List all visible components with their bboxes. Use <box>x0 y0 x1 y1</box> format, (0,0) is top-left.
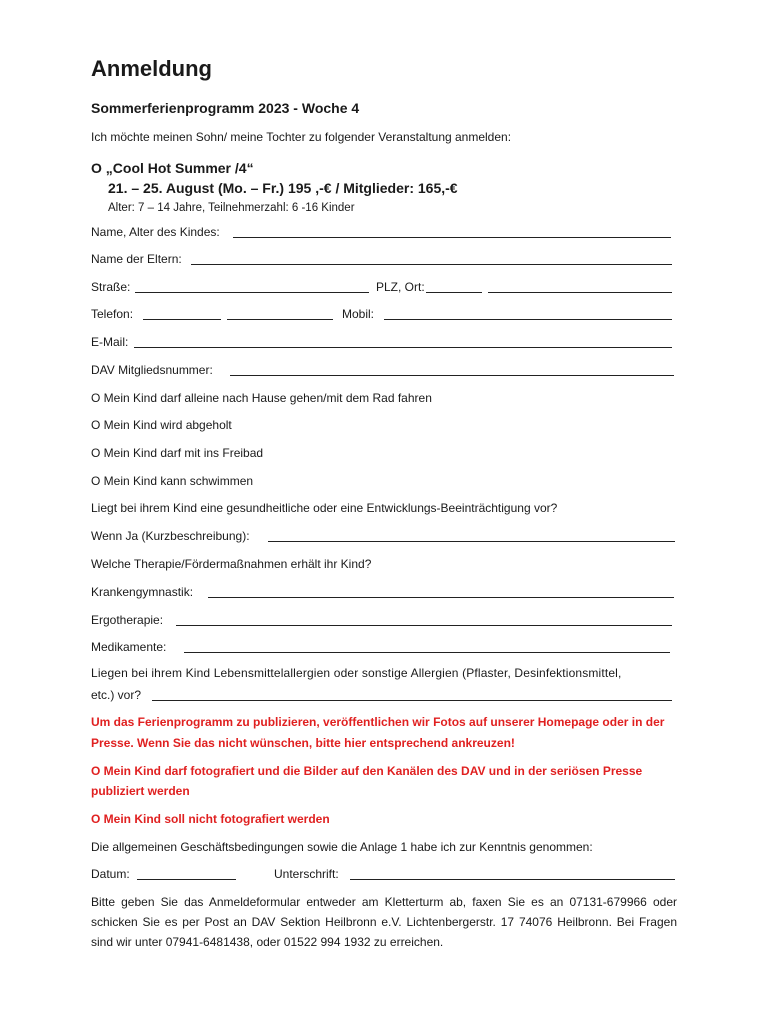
telefon-label: Telefon: <box>91 307 134 321</box>
dav-number-field[interactable] <box>230 375 674 376</box>
wenn-ja-field[interactable] <box>268 541 675 542</box>
allergies-question-cont: etc.) vor? <box>91 688 142 702</box>
health-question: Liegt bei ihrem Kind eine gesundheitliche oder eine Entwicklungs-Beeinträchtigung vor? <box>91 501 558 515</box>
medikamente-label: Medikamente: <box>91 640 167 654</box>
parents-name-field[interactable] <box>191 264 672 265</box>
unterschrift-label: Unterschrift: <box>274 867 339 881</box>
unterschrift-field[interactable] <box>350 879 675 880</box>
option-swim[interactable]: O Mein Kind kann schwimmen <box>91 474 254 488</box>
telefon-number-field[interactable] <box>227 319 333 320</box>
photo-allowed-option[interactable]: O Mein Kind darf fotografiert und die Bilder auf den Kanälen des DAV und in der seriösen Presse <box>91 764 643 778</box>
page-title: Anmeldung <box>91 56 212 81</box>
photo-allowed-option-cont: publiziert werden <box>91 784 190 798</box>
dav-number-label: DAV Mitgliedsnummer: <box>91 363 213 377</box>
street-field[interactable] <box>135 292 369 293</box>
option-alone-home[interactable]: O Mein Kind darf alleine nach Hause gehen/mit dem Rad fahren <box>91 391 432 405</box>
mobil-label: Mobil: <box>342 307 375 321</box>
event-name[interactable]: O „Cool Hot Summer /4“ <box>91 160 254 176</box>
photo-notice-line1: Um das Ferienprogramm zu publizieren, veröffentlichen wir Fotos auf unserer Homepage oder in der <box>91 715 665 729</box>
photo-not-allowed-option[interactable]: O Mein Kind soll nicht fotografiert werden <box>91 812 330 826</box>
option-picked-up[interactable]: O Mein Kind wird abgeholt <box>91 418 232 432</box>
child-name-field[interactable] <box>233 237 671 238</box>
photo-notice-line2: Presse. Wenn Sie das nicht wünschen, bitte hier entsprechend ankreuzen! <box>91 736 515 750</box>
closing-paragraph: Bitte geben Sie das Anmeldeformular entweder am Kletterturm ab, faxen Sie es an 07131-679966 oder schicken Sie es per Post an DAV Sektion Heilbronn e.V. Lichtenbergerstr. 17 74076 Heilbronn. Bei Fragen sind wir unter 07941-6481438, oder 01522 994 1932 zu erreichen. <box>91 895 677 949</box>
krankengymnastik-label: Krankengymnastik: <box>91 585 194 599</box>
agb-text: Die allgemeinen Geschäftsbedingungen sowie die Anlage 1 habe ich zur Kenntnis genommen: <box>91 840 593 854</box>
krankengymnastik-field[interactable] <box>208 597 674 598</box>
telefon-prefix-field[interactable] <box>143 319 221 320</box>
parents-name-label: Name der Eltern: <box>91 252 182 266</box>
therapy-question: Welche Therapie/Fördermaßnahmen erhält ihr Kind? <box>91 557 372 571</box>
medikamente-field[interactable] <box>184 652 670 653</box>
datum-label: Datum: <box>91 867 130 881</box>
event-dates-price: 21. – 25. August (Mo. – Fr.) 195 ,-€ / Mitglieder: 165,-€ <box>108 180 458 196</box>
mobil-field[interactable] <box>384 319 672 320</box>
intro-text: Ich möchte meinen Sohn/ meine Tochter zu folgender Veranstaltung anmelden: <box>91 130 512 144</box>
email-field[interactable] <box>134 347 672 348</box>
wenn-ja-label: Wenn Ja (Kurzbeschreibung): <box>91 529 250 543</box>
ort-field[interactable] <box>488 292 672 293</box>
ergotherapie-field[interactable] <box>176 625 672 626</box>
datum-field[interactable] <box>137 879 236 880</box>
allergies-question: Liegen bei ihrem Kind Lebensmittelallergien oder sonstige Allergien (Pflaster, Desinfektionsmittel, <box>91 666 622 680</box>
email-label: E-Mail: <box>91 335 129 349</box>
plz-field[interactable] <box>426 292 482 293</box>
event-details: Alter: 7 – 14 Jahre, Teilnehmerzahl: 6 -16 Kinder <box>108 202 355 214</box>
plz-ort-label: PLZ, Ort: <box>376 280 425 294</box>
page-subtitle: Sommerferienprogramm 2023 - Woche 4 <box>91 100 360 116</box>
option-freibad[interactable]: O Mein Kind darf mit ins Freibad <box>91 446 264 460</box>
ergotherapie-label: Ergotherapie: <box>91 613 164 627</box>
street-label: Straße: <box>91 280 131 294</box>
child-name-label: Name, Alter des Kindes: <box>91 225 220 239</box>
allergies-field[interactable] <box>152 700 672 701</box>
